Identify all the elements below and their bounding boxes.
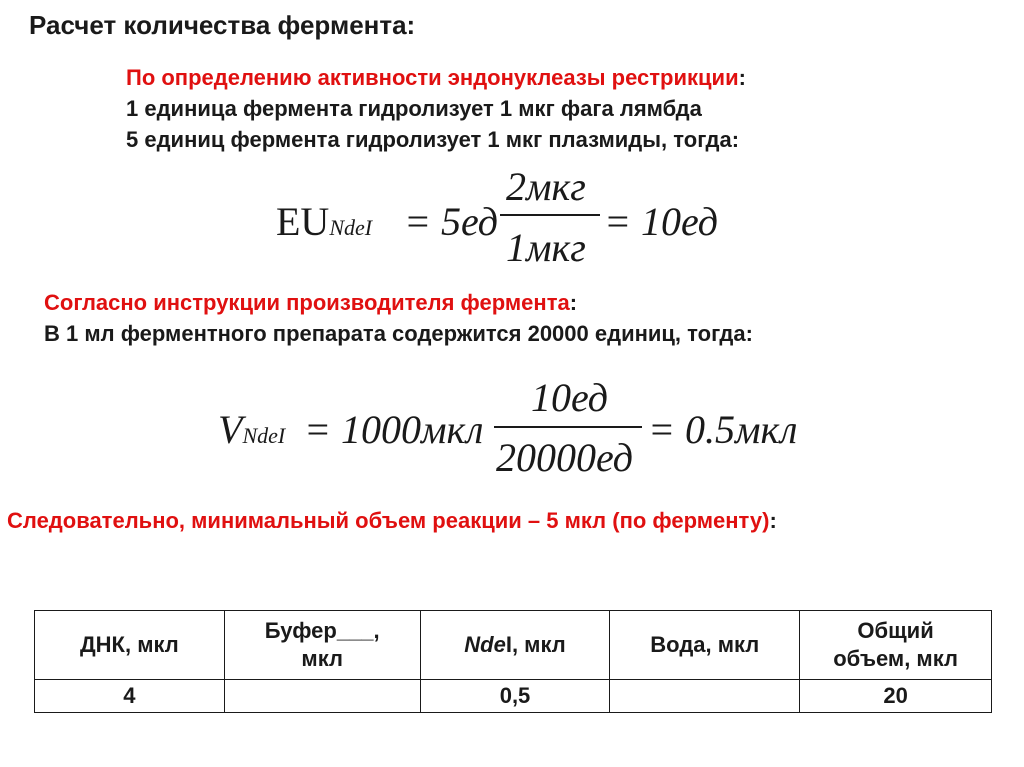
definition-block [126, 62, 746, 155]
header-water: Вода, мкл [610, 611, 800, 680]
formula1-denominator: 1мкг [506, 225, 586, 270]
formula2-denominator: 20000ед [496, 435, 633, 480]
reaction-mix-table [34, 610, 992, 713]
table-header-row [35, 611, 992, 680]
formula1-lhs: EUNdeI [276, 199, 373, 244]
definition-heading: По определению активности эндонуклеазы рестрикции [126, 65, 739, 90]
manufacturer-heading-colon: : [569, 290, 578, 315]
header-dna: ДНК, мкл [35, 611, 225, 680]
manufacturer-block [44, 287, 753, 349]
conclusion-text: Следовательно, минимальный объем реакции – 5 мкл (по ферменту) [7, 508, 770, 533]
formula2-fraction-bar [494, 426, 642, 428]
formula2-lhs-subscript: NdeI [242, 423, 286, 448]
definition-heading-colon: : [738, 65, 746, 90]
formula1-eq1: = 5ед [404, 199, 498, 244]
conclusion [7, 505, 777, 536]
cell-dna: 4 [35, 680, 225, 713]
conclusion-colon: : [769, 508, 777, 533]
header-buffer: Буфер___, мкл [224, 611, 420, 680]
cell-water [610, 680, 800, 713]
formula1-eq2: = 10ед [604, 199, 718, 244]
manufacturer-heading: Согласно инструкции производителя фермента [44, 290, 570, 315]
cell-ndei: 0,5 [420, 680, 610, 713]
formula2-eq1: = 1000мкл [304, 407, 484, 452]
header-ndei: NdeI, мкл [420, 611, 610, 680]
formula2-lhs: VNdeI [218, 407, 286, 452]
slide-title: Расчет количества фермента: [29, 10, 416, 40]
header-total: Общий объем, мкл [800, 611, 992, 680]
formula1-fraction-bar [500, 214, 600, 216]
definition-line-1: 1 единица фермента гидролизует 1 мкг фага лямбда [126, 96, 702, 121]
table-row [35, 680, 992, 713]
formula2-numerator: 10ед [531, 375, 608, 420]
formula2-eq2: = 0.5мкл [648, 407, 798, 452]
cell-buffer [224, 680, 420, 713]
definition-line-2: 5 единиц фермента гидролизует 1 мкг плазмиды, тогда: [126, 127, 740, 152]
cell-total: 20 [800, 680, 992, 713]
manufacturer-line-1: В 1 мл ферментного препарата содержится 20000 единиц, тогда: [44, 321, 753, 346]
formula1-lhs-subscript: NdeI [329, 215, 373, 240]
formula1-numerator: 2мкг [506, 164, 586, 209]
